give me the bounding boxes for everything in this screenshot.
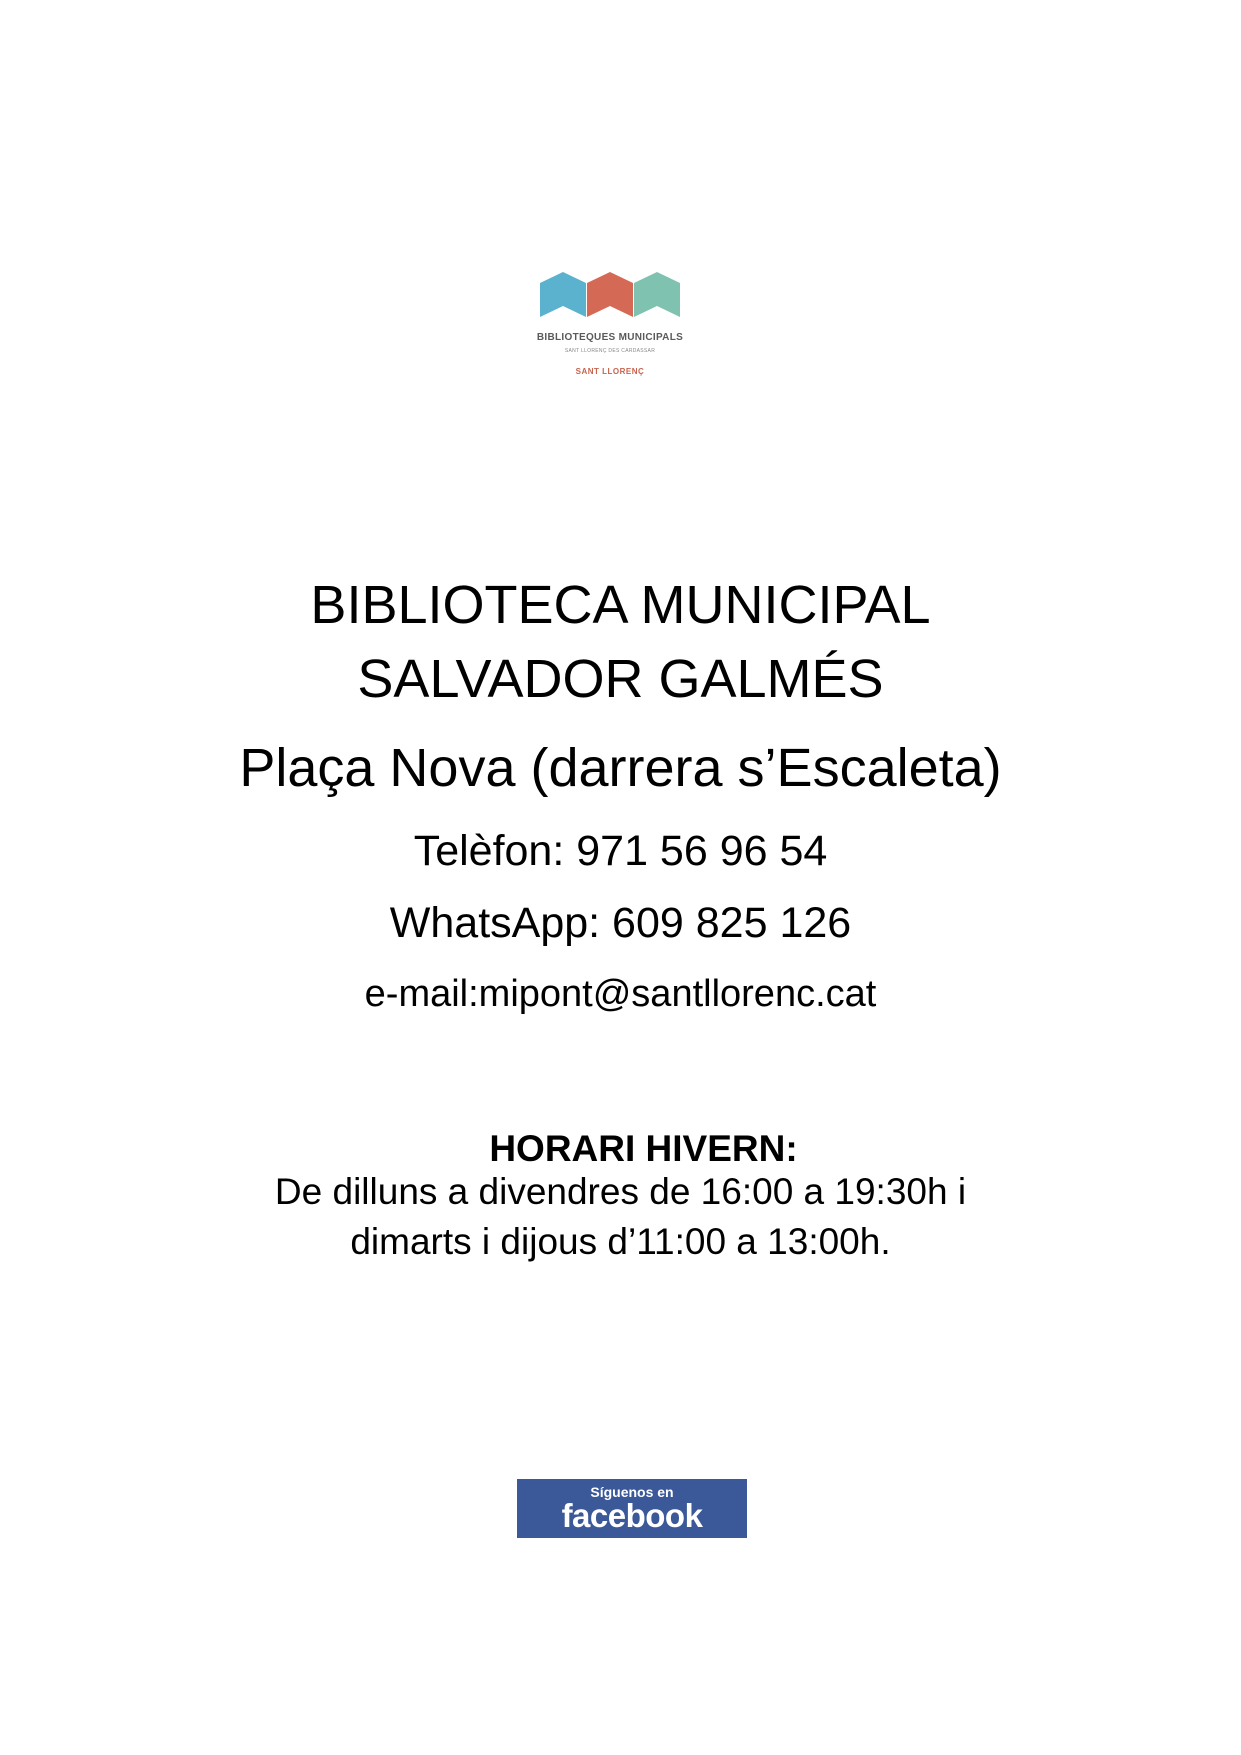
hours-line1: De dilluns a divendres de 16:00 a 19:30h i bbox=[274, 1171, 967, 1212]
hours-heading: HORARI HIVERN: bbox=[489, 1128, 798, 1169]
library-logo bbox=[530, 268, 690, 383]
library-whatsapp: WhatsApp: 609 825 126 bbox=[389, 899, 852, 947]
logo-town: SANT LLORENÇ bbox=[575, 367, 645, 376]
library-title-line2: SALVADOR GALMÉS bbox=[357, 649, 884, 709]
library-title-line1: BIBLIOTECA MUNICIPAL bbox=[310, 575, 931, 635]
facebook-follow-button[interactable] bbox=[517, 1479, 747, 1538]
logo-title: BIBLIOTEQUES MUNICIPALS bbox=[536, 332, 684, 343]
logo-houses-icon bbox=[530, 268, 690, 318]
library-phone: Telèfon: 971 56 96 54 bbox=[413, 827, 828, 875]
facebook-follow-label: Síguenos en bbox=[590, 1484, 674, 1500]
logo-subtitle: SANT LLORENÇ DES CARDASSAR bbox=[564, 348, 656, 354]
facebook-logo-text: facebook bbox=[561, 1497, 703, 1534]
hours-line2: dimarts i dijous d’11:00 a 13:00h. bbox=[350, 1221, 891, 1262]
library-email: e-mail:mipont@santllorenc.cat bbox=[364, 973, 877, 1015]
library-address: Plaça Nova (darrera s’Escaleta) bbox=[239, 738, 1002, 798]
